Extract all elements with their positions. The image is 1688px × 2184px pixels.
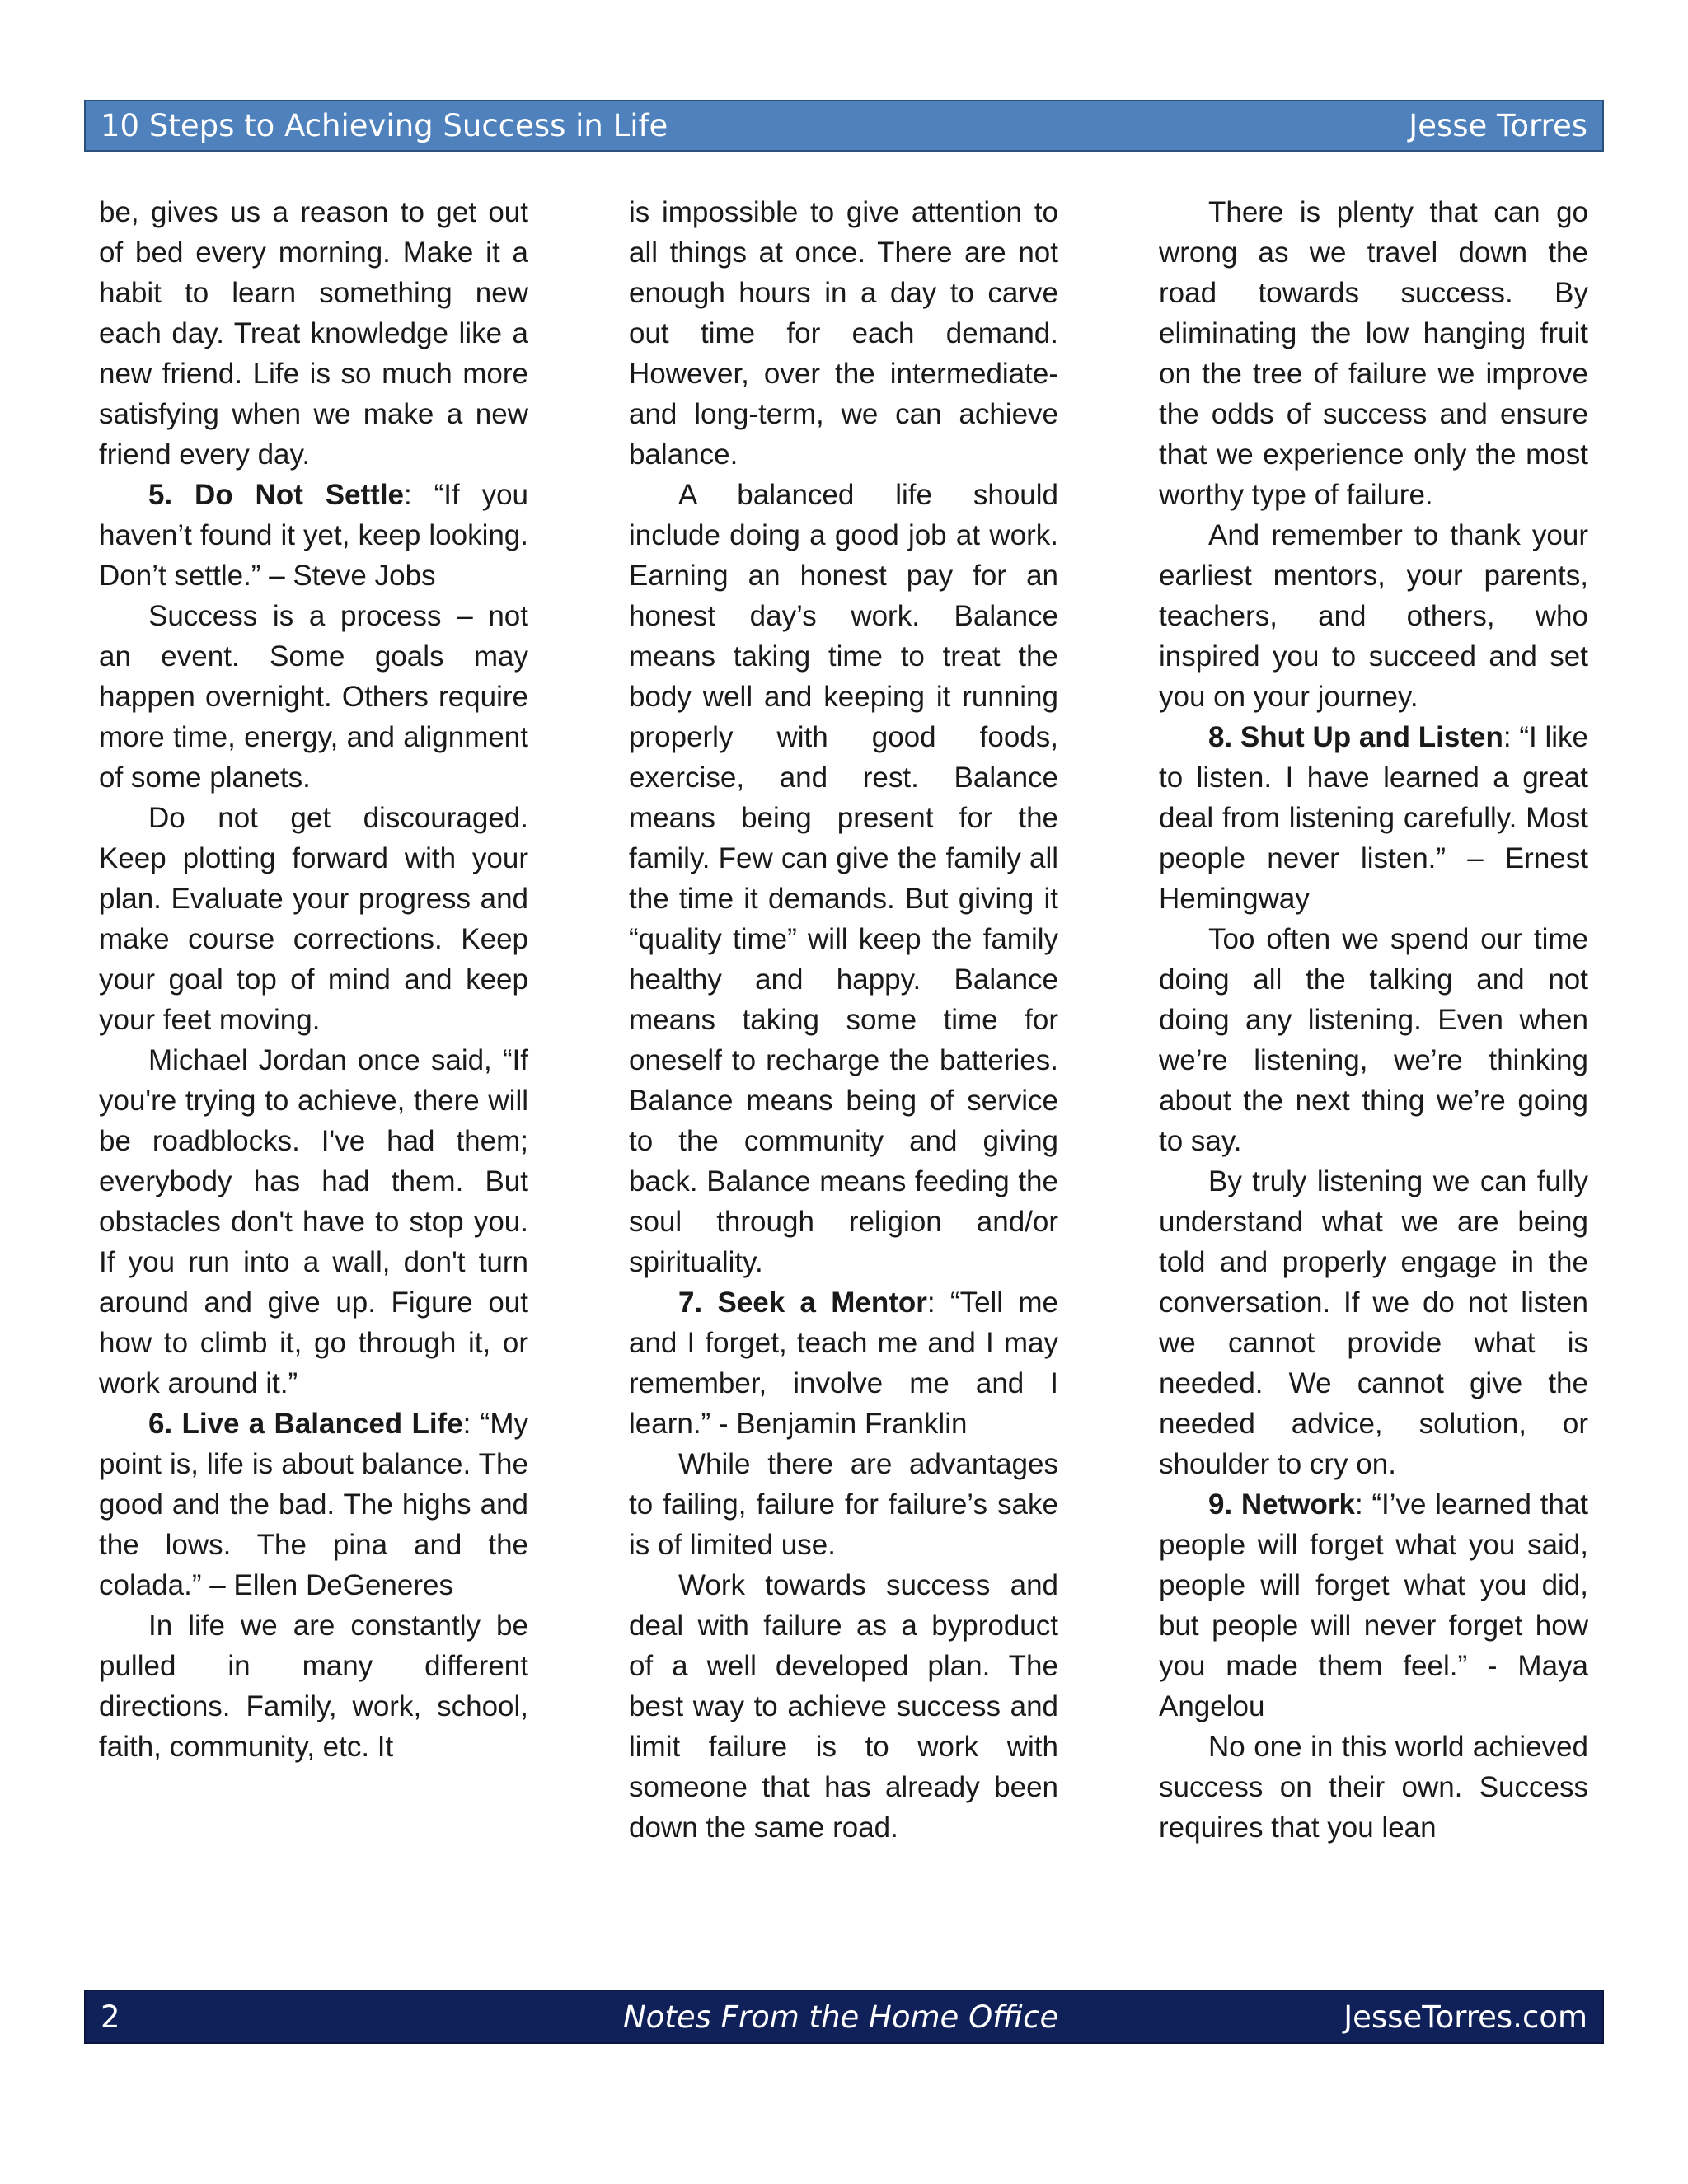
quote-text: : “I like to listen. I have learned a great deal from listening carefully. Most people never listen.” – Ernest Hemingway [1159,721,1589,915]
quote-text: : “Tell me and I forget, teach me and I may remember, involve me and I learn.” - Benjamin Franklin [629,1286,1058,1440]
section-paragraph-9 [1159,1484,1588,1727]
article-column-3 [1159,192,1588,1848]
section-paragraph-5 [99,475,528,596]
paragraph: No one in this world achieved success on their own. Success requires that you lean [1159,1731,1588,1844]
paragraph: Work towards success and deal with failure as a byproduct of a well developed plan. The best way to achieve success and limit failure is to work with someone that has already been down the same road. [629,1569,1058,1844]
page-number: 2 [101,1999,120,2035]
header-title: 10 Steps to Achieving Success in Life [101,108,668,143]
paragraph: By truly listening we can fully understand what we are being told and properly engage in the conversation. If we do not listen we cannot provide what is needed. We cannot give the needed advice, solution, or shoulder to cry on. [1159,1165,1588,1480]
paragraph: In life we are constantly be pulled in many different directions. Family, work, school, faith, community, etc. It [99,1610,528,1763]
section-paragraph-8 [1159,717,1588,919]
section-heading-8: 8. Shut Up and Listen [1208,721,1503,753]
quote-text: : “My point is, life is about balance. The good and the bad. The highs and the lows. The pina and the colada.” – Ellen DeGeneres [99,1408,528,1601]
paragraph: Michael Jordan once said, “If you're trying to achieve, there will be roadblocks. I've had them; everybody has had them. But obstacles don't have to stop you. If you run into a wall, don't turn around and give up. Figure out how to climb it, go through it, or work around it.” [99,1044,528,1399]
header-author: Jesse Torres [1409,108,1587,143]
paragraph: be, gives us a reason to get out of bed every morning. Make it a habit to learn something new each day. Treat knowledge like a new friend. Life is so much more satisfying when we make a new friend every day. [99,196,528,471]
paragraph: Do not get discouraged. Keep plotting forward with your plan. Evaluate your progress and make course corrections. Keep your goal top of mind and keep your feet moving. [99,802,528,1036]
paragraph: is impossible to give attention to all things at once. There are not enough hours in a day to carve out time for each demand. However, over the intermediate- and long-term, we can achieve balance. [629,196,1058,471]
section-heading-6: 6. Live a Balanced Life [148,1408,463,1440]
section-paragraph-7 [629,1282,1058,1444]
quote-text: : “I’ve learned that people will forget what you said, people will forget what you did, but people will never forget how you made them feel.” - Maya Angelou [1159,1488,1589,1722]
footer-tagline: Notes From the Home Office [623,1999,1059,2035]
page-footer [84,1990,1604,2044]
footer-website-link[interactable]: JesseTorres.com [1343,1999,1587,2035]
paragraph: While there are advantages to failing, failure for failure’s sake is of limited use. [629,1448,1058,1561]
section-heading-9: 9. Network [1208,1488,1355,1521]
paragraph: And remember to thank your earliest mentors, your parents, teachers, and others, who inspired you to succeed and set you on your journey. [1159,519,1588,713]
article-column-2 [629,192,1058,1848]
section-heading-5: 5. Do Not Settle [148,479,405,511]
section-paragraph-6 [99,1404,528,1605]
paragraph: A balanced life should include doing a good job at work. Earning an honest pay for an honest day’s work. Balance means taking time to treat the body well and keeping it running properly with good foods, exercise, and rest. Balance means being present for the family. Few can give the family all the time it demands. But giving it “quality time” will keep the family healthy and happy. Balance means taking some time for oneself to recharge the batteries. Balance means being of service to the community and giving back. Balance means feeding the soul through religion and/or spirituality. [629,479,1058,1278]
section-heading-7: 7. Seek a Mentor [678,1286,927,1319]
paragraph: Too often we spend our time doing all the talking and not doing any listening. Even when we’re listening, we’re thinking about the next thing we’re going to say. [1159,923,1588,1157]
page-header [84,100,1604,152]
article-column-1 [99,192,528,1767]
paragraph: There is plenty that can go wrong as we travel down the road towards success. By eliminating the low hanging fruit on the tree of failure we improve the odds of success and ensure that we experience only the most worthy type of failure. [1159,196,1588,511]
quote-text: : “If you haven’t found it yet, keep looking. Don’t settle.” – Steve Jobs [99,479,528,592]
paragraph: Success is a process – not an event. Some goals may happen overnight. Others require more time, energy, and alignment of some planets. [99,600,528,794]
